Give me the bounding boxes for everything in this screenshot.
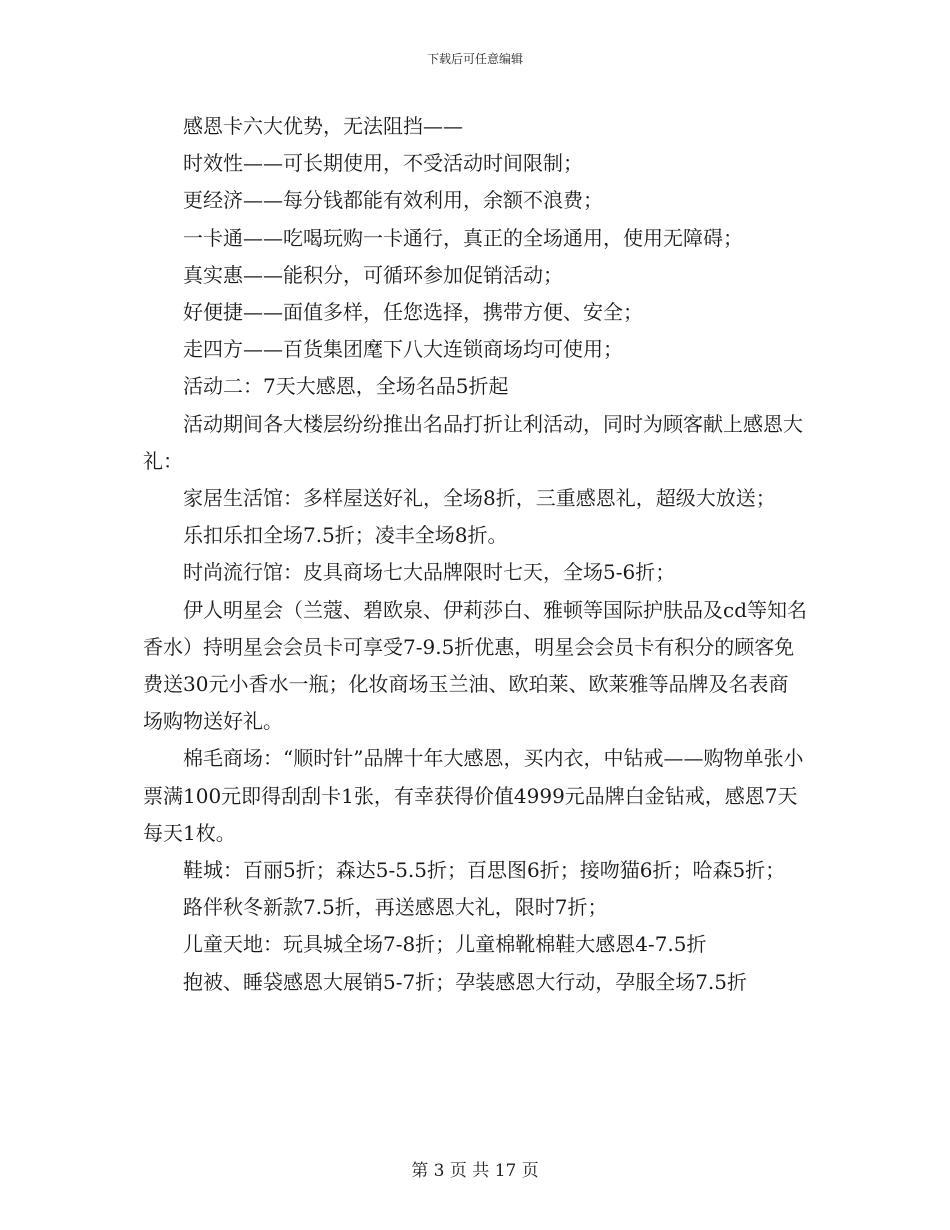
paragraph: 更经济——每分钱都能有效利用，余额不浪费； [183, 188, 603, 213]
paragraph: 路伴秋冬新款7.5折，再送感恩大礼，限时7折； [183, 895, 608, 920]
paragraph: 家居生活馆：多样屋送好礼，全场8折，三重感恩礼，超级大放送； [183, 486, 776, 511]
paragraph: 儿童天地：玩具城全场7-8折；儿童棉靴棉鞋大感恩4-7.5折 [183, 932, 707, 957]
paragraph: 真实惠——能积分，可循环参加促销活动； [183, 262, 563, 287]
paragraph: 伊人明星会（兰蔻、碧欧泉、伊莉莎白、雅顿等国际护肤品及cd等知名香水）持明星会会员卡可享受7-9.5折优惠，明星会会员卡有积分的顾客免费送30元小香水一瓶；化妆商场玉兰油、欧珀莱、欧莱雅等品牌及名表商场购物送好礼。 [143, 597, 808, 734]
paragraph: 时尚流行馆：皮具商场七大品牌限时七天，全场5-6折； [183, 560, 676, 585]
paragraph: 活动二：7天大感恩，全场名品5折起 [183, 374, 509, 399]
page-header-note: 下载后可任意编辑 [426, 52, 523, 66]
paragraph: 鞋城：百丽5折；森达5-5.5折；百思图6折；接吻猫6折；哈森5折； [183, 858, 786, 883]
paragraph: 好便捷——面值多样，任您选择，携带方便、安全； [183, 300, 643, 325]
paragraph: 乐扣乐扣全场7.5折；凌丰全场8折。 [183, 523, 508, 548]
paragraph: 感恩卡六大优势，无法阻挡—— [183, 114, 463, 138]
paragraph: 棉毛商场：“顺时针”品牌十年大感恩，买内衣，中钻戒——购物单张小票满100元即得刮刮卡1张，有幸获得价值4999元品牌白金钻戒，感恩7天每天1枚。 [143, 746, 804, 845]
paragraph: 抱被、睡袋感恩大展销5-7折；孕装感恩大行动，孕服全场7.5折 [183, 969, 748, 994]
paragraph: 活动期间各大楼层纷纷推出名品打折让利活动，同时为顾客献上感恩大礼： [143, 411, 803, 473]
page-number-footer: 第 3 页 共 17 页 [411, 1161, 539, 1181]
document-body [143, 108, 808, 1001]
paragraph: 走四方——百货集团麾下八大连锁商场均可使用； [183, 337, 623, 362]
paragraph: 时效性——可长期使用，不受活动时间限制； [183, 151, 583, 176]
paragraph: 一卡通——吃喝玩购一卡通行，真正的全场通用，使用无障碍； [183, 225, 743, 250]
